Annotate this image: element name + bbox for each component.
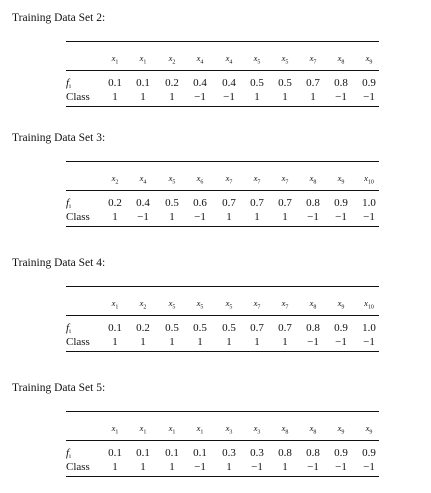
- column-header: [215, 423, 243, 436]
- table-cell: 0.5: [250, 77, 264, 89]
- class-row: [0, 461, 431, 475]
- column-header: [355, 423, 383, 436]
- column-header-var: x: [139, 423, 144, 433]
- column-header: [243, 298, 271, 311]
- table-cell: −1: [307, 461, 319, 473]
- table-cell: 0.1: [193, 447, 207, 459]
- row-label-text: f: [66, 322, 70, 334]
- column-header: [101, 423, 129, 436]
- row-label-subscript: i: [69, 203, 71, 210]
- column-header: [158, 298, 186, 311]
- table-cell: 0.1: [136, 447, 150, 459]
- column-header-var: x: [337, 173, 342, 183]
- table-cell: 0.9: [362, 77, 376, 89]
- set-title: Training Data Set 4:: [12, 257, 106, 269]
- table-cell: −1: [307, 336, 319, 348]
- table-cell: 0.7: [306, 77, 320, 89]
- column-header: [243, 53, 271, 66]
- column-header-var: x: [111, 173, 116, 183]
- column-header: [355, 298, 383, 311]
- row-label-text: f: [66, 197, 70, 209]
- row-label: [66, 211, 90, 223]
- column-header-subscript: 9: [341, 429, 345, 436]
- table-cell: 1: [310, 91, 316, 103]
- column-header-var: x: [253, 423, 258, 433]
- table-mid-rule: [66, 315, 379, 316]
- column-header-subscript: 1: [143, 429, 147, 436]
- row-label: [66, 77, 71, 90]
- column-header-var: x: [225, 173, 230, 183]
- table-cell: −1: [307, 211, 319, 223]
- column-header-var: x: [337, 53, 342, 63]
- header-row: [0, 53, 431, 67]
- table-cell: 0.4: [193, 77, 207, 89]
- column-header-var: x: [196, 423, 201, 433]
- table-cell: 0.7: [278, 197, 292, 209]
- column-header: [271, 173, 299, 186]
- column-header-var: x: [337, 298, 342, 308]
- table-top-rule: [66, 41, 379, 42]
- column-header-var: x: [281, 423, 286, 433]
- column-header: [101, 173, 129, 186]
- table-cell: 0.1: [108, 77, 122, 89]
- column-header-subscript: 8: [285, 429, 289, 436]
- column-header-var: x: [225, 298, 230, 308]
- table-bottom-rule: [66, 476, 379, 477]
- table-cell: 1: [112, 461, 118, 473]
- column-header: [299, 423, 327, 436]
- column-header-subscript: 5: [172, 179, 176, 186]
- column-header-subscript: 5: [257, 59, 261, 66]
- table-cell: 0.7: [250, 322, 264, 334]
- table-cell: 1: [140, 91, 146, 103]
- column-header-subscript: 2: [172, 59, 176, 66]
- column-header-var: x: [309, 173, 314, 183]
- column-header: [186, 298, 214, 311]
- column-header-var: x: [168, 53, 173, 63]
- table-cell: 0.1: [108, 322, 122, 334]
- table-cell: 1: [112, 211, 118, 223]
- table-cell: 1: [197, 336, 203, 348]
- table-cell: −1: [363, 336, 375, 348]
- table-cell: −1: [363, 211, 375, 223]
- table-cell: 1.0: [362, 197, 376, 209]
- column-header-subscript: 1: [143, 59, 147, 66]
- row-label: [66, 197, 71, 210]
- table-cell: 1: [282, 91, 288, 103]
- row-label-subscript: i: [69, 328, 71, 335]
- column-header-subscript: 5: [285, 59, 289, 66]
- table-cell: 0.9: [334, 197, 348, 209]
- column-header-var: x: [337, 423, 342, 433]
- row-label: [66, 461, 90, 473]
- column-header-var: x: [309, 298, 314, 308]
- table-cell: 0.5: [165, 322, 179, 334]
- column-header-var: x: [281, 298, 286, 308]
- table-cell: −1: [335, 336, 347, 348]
- column-header-subscript: 8: [313, 304, 317, 311]
- column-header-var: x: [364, 173, 368, 183]
- column-header-var: x: [281, 53, 286, 63]
- row-label: [66, 336, 90, 348]
- column-header-subscript: 1: [172, 429, 176, 436]
- table-cell: −1: [335, 461, 347, 473]
- table-cell: −1: [194, 211, 206, 223]
- table-cell: 0.8: [334, 77, 348, 89]
- table-bottom-rule: [66, 226, 379, 227]
- table-cell: 0.5: [278, 77, 292, 89]
- table-cell: −1: [335, 211, 347, 223]
- table-cell: −1: [363, 91, 375, 103]
- column-header-var: x: [309, 53, 314, 63]
- column-header: [355, 173, 383, 186]
- column-header-var: x: [253, 53, 258, 63]
- column-header-var: x: [364, 298, 368, 308]
- row-label-subscript: i: [69, 453, 71, 460]
- column-header-var: x: [196, 53, 201, 63]
- column-header: [158, 173, 186, 186]
- table-cell: 1: [282, 211, 288, 223]
- table-cell: −1: [251, 461, 263, 473]
- table-cell: 1: [140, 336, 146, 348]
- column-header: [271, 298, 299, 311]
- table-cell: 0.9: [362, 447, 376, 459]
- column-header: [129, 423, 157, 436]
- table-top-rule: [66, 286, 379, 287]
- table-mid-rule: [66, 70, 379, 71]
- table-cell: 0.9: [334, 322, 348, 334]
- column-header: [129, 173, 157, 186]
- column-header-var: x: [196, 173, 201, 183]
- row-label: [66, 322, 71, 335]
- column-header-var: x: [281, 173, 286, 183]
- table-cell: 0.7: [278, 322, 292, 334]
- column-header-subscript: 7: [257, 304, 261, 311]
- row-label-text: Class: [66, 461, 90, 473]
- column-header: [243, 173, 271, 186]
- class-row: [0, 336, 431, 350]
- table-cell: 0.6: [193, 197, 207, 209]
- column-header-var: x: [309, 423, 314, 433]
- table-cell: 1: [169, 211, 175, 223]
- feature-row: [0, 77, 431, 91]
- row-label: [66, 91, 90, 103]
- column-header-var: x: [253, 298, 258, 308]
- row-label-text: Class: [66, 211, 90, 223]
- table-cell: 1: [169, 91, 175, 103]
- column-header: [129, 53, 157, 66]
- column-header: [186, 173, 214, 186]
- column-header-subscript: 7: [313, 59, 317, 66]
- table-cell: 1: [226, 461, 232, 473]
- column-header-subscript: 9: [341, 179, 345, 186]
- table-cell: 0.8: [278, 447, 292, 459]
- column-header: [299, 298, 327, 311]
- column-header: [158, 53, 186, 66]
- column-header: [327, 173, 355, 186]
- table-cell: −1: [137, 211, 149, 223]
- column-header-subscript: 7: [285, 179, 289, 186]
- table-cell: 0.5: [222, 322, 236, 334]
- column-header: [186, 423, 214, 436]
- column-header: [327, 298, 355, 311]
- table-cell: 0.2: [108, 197, 122, 209]
- column-header-subscript: 1: [115, 304, 119, 311]
- column-header-subscript: 7: [257, 179, 261, 186]
- table-cell: 1: [169, 336, 175, 348]
- column-header: [129, 298, 157, 311]
- table-cell: 1.0: [362, 322, 376, 334]
- table-cell: 1: [112, 91, 118, 103]
- column-header-subscript: 9: [369, 59, 373, 66]
- column-header-subscript: 7: [285, 304, 289, 311]
- table-cell: 1: [169, 461, 175, 473]
- column-header: [101, 53, 129, 66]
- column-header-subscript: 4: [143, 179, 147, 186]
- column-header-var: x: [168, 173, 173, 183]
- table-cell: −1: [335, 91, 347, 103]
- table-cell: 1: [254, 211, 260, 223]
- table-mid-rule: [66, 190, 379, 191]
- table-cell: 0.5: [193, 322, 207, 334]
- class-row: [0, 91, 431, 105]
- table-cell: 1: [226, 336, 232, 348]
- table-cell: 0.3: [222, 447, 236, 459]
- column-header-subscript: 2: [143, 304, 147, 311]
- column-header-var: x: [365, 53, 370, 63]
- column-header: [327, 53, 355, 66]
- column-header: [186, 53, 214, 66]
- column-header-subscript: 2: [115, 179, 119, 186]
- header-row: [0, 423, 431, 437]
- column-header: [271, 53, 299, 66]
- table-cell: 0.4: [222, 77, 236, 89]
- table-cell: 1: [112, 336, 118, 348]
- set-title: Training Data Set 5:: [12, 382, 106, 394]
- column-header-var: x: [139, 173, 144, 183]
- table-cell: 0.7: [222, 197, 236, 209]
- row-label-text: Class: [66, 91, 90, 103]
- row-label-text: f: [66, 447, 70, 459]
- column-header-subscript: 5: [200, 304, 204, 311]
- feature-row: [0, 447, 431, 461]
- table-cell: 0.7: [250, 197, 264, 209]
- column-header: [215, 298, 243, 311]
- column-header: [215, 53, 243, 66]
- column-header: [158, 423, 186, 436]
- table-cell: 1: [254, 336, 260, 348]
- column-header-var: x: [111, 53, 116, 63]
- column-header-var: x: [111, 423, 116, 433]
- table-cell: 1: [226, 211, 232, 223]
- feature-row: [0, 322, 431, 336]
- table-cell: 0.5: [165, 197, 179, 209]
- row-label: [66, 447, 71, 460]
- table-cell: −1: [194, 461, 206, 473]
- column-header-subscript: 8: [341, 59, 345, 66]
- table-cell: 0.1: [136, 77, 150, 89]
- table-cell: 0.2: [165, 77, 179, 89]
- feature-row: [0, 197, 431, 211]
- column-header-var: x: [196, 298, 201, 308]
- column-header-var: x: [139, 298, 144, 308]
- table-cell: 0.4: [136, 197, 150, 209]
- column-header: [299, 173, 327, 186]
- column-header-subscript: 4: [200, 59, 204, 66]
- column-header-subscript: 5: [172, 304, 176, 311]
- column-header: [271, 423, 299, 436]
- column-header-var: x: [168, 423, 173, 433]
- table-cell: 0.8: [306, 447, 320, 459]
- column-header: [327, 423, 355, 436]
- column-header-subscript: 1: [115, 59, 119, 66]
- column-header-subscript: 10: [367, 304, 374, 311]
- table-cell: 0.1: [165, 447, 179, 459]
- column-header-subscript: 8: [313, 429, 317, 436]
- table-cell: 0.3: [250, 447, 264, 459]
- header-row: [0, 173, 431, 187]
- column-header: [215, 173, 243, 186]
- column-header: [355, 53, 383, 66]
- row-label-subscript: i: [69, 83, 71, 90]
- column-header: [299, 53, 327, 66]
- table-cell: 0.8: [306, 322, 320, 334]
- column-header-var: x: [111, 298, 116, 308]
- column-header-var: x: [225, 53, 230, 63]
- class-row: [0, 211, 431, 225]
- set-title: Training Data Set 2:: [12, 12, 106, 24]
- column-header-subscript: 5: [229, 304, 233, 311]
- table-bottom-rule: [66, 106, 379, 107]
- column-header-subscript: 7: [229, 179, 233, 186]
- column-header-var: x: [168, 298, 173, 308]
- column-header-subscript: 3: [229, 429, 233, 436]
- table-mid-rule: [66, 440, 379, 441]
- table-cell: 1: [140, 461, 146, 473]
- row-label-text: f: [66, 77, 70, 89]
- column-header-var: x: [225, 423, 230, 433]
- table-bottom-rule: [66, 351, 379, 352]
- table-top-rule: [66, 411, 379, 412]
- table-cell: 1: [254, 91, 260, 103]
- column-header-subscript: 4: [229, 59, 233, 66]
- column-header-subscript: 3: [257, 429, 261, 436]
- table-top-rule: [66, 161, 379, 162]
- column-header: [243, 423, 271, 436]
- table-cell: 0.9: [334, 447, 348, 459]
- header-row: [0, 298, 431, 312]
- column-header-subscript: 1: [200, 429, 204, 436]
- column-header-subscript: 9: [341, 304, 345, 311]
- table-cell: 0.8: [306, 197, 320, 209]
- column-header-subscript: 9: [369, 429, 373, 436]
- table-cell: −1: [363, 461, 375, 473]
- table-cell: −1: [194, 91, 206, 103]
- column-header: [101, 298, 129, 311]
- column-header-var: x: [139, 53, 144, 63]
- table-cell: 0.1: [108, 447, 122, 459]
- set-title: Training Data Set 3:: [12, 132, 106, 144]
- column-header-var: x: [253, 173, 258, 183]
- column-header-subscript: 6: [200, 179, 204, 186]
- table-cell: 1: [282, 336, 288, 348]
- table-cell: −1: [223, 91, 235, 103]
- column-header-subscript: 10: [367, 179, 374, 186]
- column-header-subscript: 1: [115, 429, 119, 436]
- column-header-subscript: 8: [313, 179, 317, 186]
- table-cell: 0.2: [136, 322, 150, 334]
- row-label-text: Class: [66, 336, 90, 348]
- table-cell: 1: [282, 461, 288, 473]
- column-header-var: x: [365, 423, 370, 433]
